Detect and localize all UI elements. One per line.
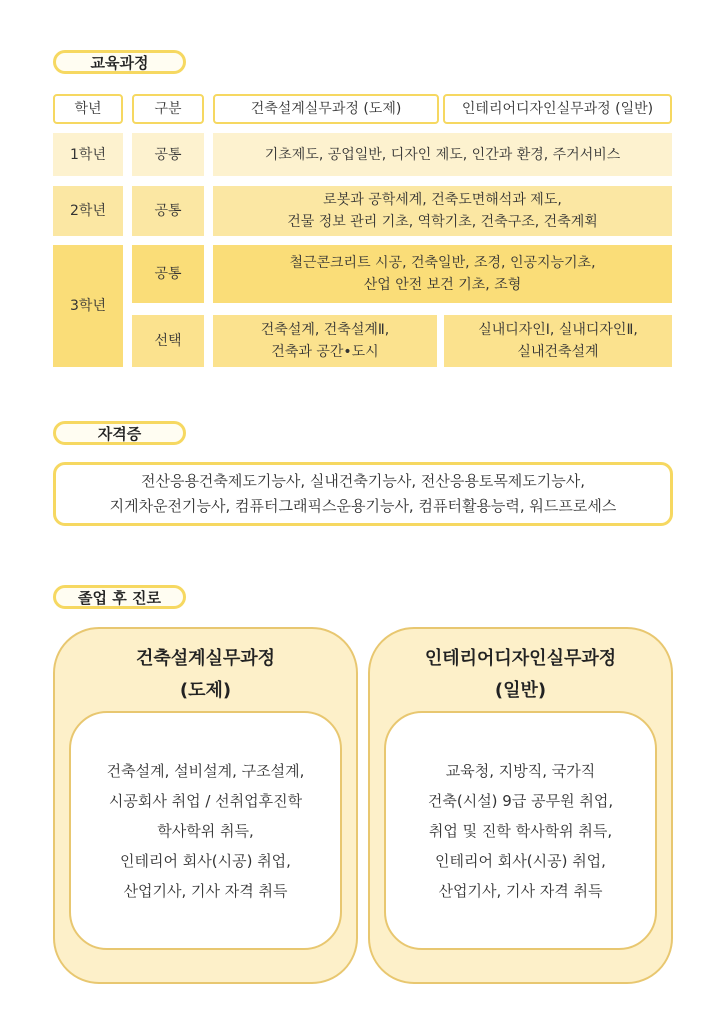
career-interior-list (384, 711, 657, 950)
grade3-elective-interior-line2: 실내건축설계 (517, 344, 599, 360)
career-interior-item: 취업 및 진학 학사학위 취득, (428, 821, 613, 840)
career-arch-item: 시공회사 취업 / 선취업후진학 (108, 791, 303, 810)
career-arch-item: 인테리어 회사(시공) 취업, (120, 851, 291, 870)
grade3-elective-interior-line1: 실내디자인Ⅰ, 실내디자인Ⅱ, (478, 322, 638, 338)
grade1-label: 1학년 (53, 133, 123, 176)
grade3-common-subjects (213, 245, 672, 303)
career-interior-item: 교육청, 지방직, 국가직 (445, 761, 596, 780)
grade3-common-line2: 산업 안전 보건 기초, 조형 (363, 277, 522, 293)
grade3-elective-arch (213, 315, 437, 367)
career-interior-title: 인테리어디자인실무과정 (일반) (424, 648, 617, 701)
curriculum-section-title: 교육과정 (53, 50, 186, 74)
grade1-category: 공통 (132, 133, 204, 176)
header-grade: 학년 (53, 94, 123, 124)
grade2-label: 2학년 (53, 186, 123, 236)
certificates-line1: 전산응용건축제도기능사, 실내건축기능사, 전산응용토목제도기능사, (140, 472, 586, 490)
grade3-elective-interior (444, 315, 672, 367)
career-interior-item: 산업기사, 기사 자격 취득 (438, 881, 603, 900)
certificates-line2: 지게차운전기능사, 컴퓨터그래픽스운용기능사, 컴퓨터활용능력, 워드프로세스 (109, 497, 617, 515)
grade2-subjects-line1: 로봇과 공학세계, 건축도면해석과 제도, (323, 192, 562, 208)
career-interior-item: 건축(시설) 9급 공무원 취업, (427, 791, 614, 810)
career-arch-list (69, 711, 342, 950)
career-arch-item: 산업기사, 기사 자격 취득 (123, 881, 288, 900)
grade3-elective-arch-line1: 건축설계, 건축설계Ⅱ, (260, 322, 390, 338)
grade3-common-category: 공통 (132, 245, 204, 303)
grade3-label: 3학년 (53, 245, 123, 367)
career-arch-item: 학사학위 취득, (157, 821, 254, 840)
header-course-arch: 건축설계실무과정 (도제) (213, 94, 439, 124)
grade2-category: 공통 (132, 186, 204, 236)
grade3-elective-arch-line2: 건축과 공간•도시 (271, 344, 379, 360)
grade1-subjects: 기초제도, 공업일반, 디자인 제도, 인간과 환경, 주거서비스 (213, 133, 672, 176)
career-arch-title: 건축설계실무과정 (도제) (135, 648, 276, 701)
grade2-subjects (213, 186, 672, 236)
grade3-elective-category: 선택 (132, 315, 204, 367)
career-interior-item: 인테리어 회사(시공) 취업, (435, 851, 606, 870)
career-interior-card (368, 627, 673, 984)
career-arch-card (53, 627, 358, 984)
certificates-box (53, 462, 673, 526)
grade2-subjects-line2: 건물 정보 관리 기초, 역학기초, 건축구조, 건축계획 (287, 214, 598, 230)
header-category: 구분 (132, 94, 204, 124)
grade3-common-line1: 철근콘크리트 시공, 건축일반, 조경, 인공지능기초, (289, 255, 596, 271)
header-course-interior: 인테리어디자인실무과정 (일반) (443, 94, 672, 124)
careers-section-title: 졸업 후 진로 (53, 585, 186, 609)
career-arch-item: 건축설계, 설비설계, 구조설계, (106, 761, 305, 780)
certificates-section-title: 자격증 (53, 421, 186, 445)
